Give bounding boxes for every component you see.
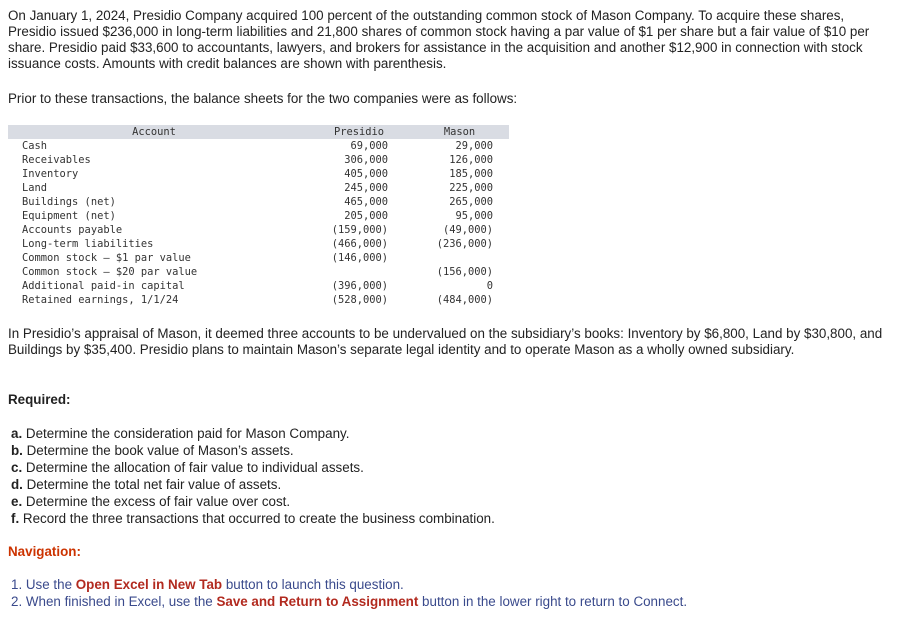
list-item <box>11 442 495 459</box>
mason-amount: 29,000 <box>455 140 493 152</box>
table-row <box>8 237 509 251</box>
navigation-heading: Navigation: <box>8 544 81 559</box>
table-row <box>8 279 509 293</box>
item-text: Determine the consideration paid for Mason Company. <box>25 426 350 441</box>
account-name: Receivables <box>22 154 91 166</box>
table-row <box>8 181 509 195</box>
table-row <box>8 167 509 181</box>
balance-sheet-table <box>8 125 509 307</box>
item-letter: d. <box>11 477 23 492</box>
account-name: Long-term liabilities <box>22 238 154 250</box>
list-item <box>11 576 687 593</box>
mason-amount: 0 <box>486 280 493 292</box>
open-excel-button-name: Open Excel in New Tab <box>75 577 223 592</box>
mason-amount: 265,000 <box>449 196 493 208</box>
save-return-button-name: Save and Return to Assignment <box>216 594 419 609</box>
presidio-amount: (146,000) <box>331 252 388 264</box>
account-name: Common stock – $1 par value <box>22 252 191 264</box>
presidio-amount: 405,000 <box>344 168 388 180</box>
table-row <box>8 195 509 209</box>
table-row <box>8 293 509 307</box>
account-name: Inventory <box>22 168 79 180</box>
mason-amount: 185,000 <box>449 168 493 180</box>
presidio-amount: (466,000) <box>331 238 388 250</box>
item-text: Determine the book value of Mason’s assets. <box>26 443 294 458</box>
item-letter: e. <box>11 494 23 509</box>
navigation-list <box>11 576 687 610</box>
table-row <box>8 265 509 279</box>
account-name: Land <box>22 182 48 194</box>
table-row <box>8 251 509 265</box>
list-item <box>11 459 495 476</box>
presidio-column-header: Presidio <box>312 125 406 139</box>
account-name: Equipment (net) <box>22 210 116 222</box>
nav-text-before: 1. Use the <box>11 577 76 592</box>
mason-amount: (49,000) <box>442 224 493 236</box>
nav-text-after: button to launch this question. <box>222 577 404 592</box>
item-letter: c. <box>11 460 23 475</box>
nav-text-after: button in the lower right to return to Connect. <box>418 594 688 609</box>
required-list <box>11 425 495 527</box>
presidio-amount: 69,000 <box>350 140 388 152</box>
nav-text-before: 2. When finished in Excel, use the <box>11 594 217 609</box>
required-heading: Required: <box>8 392 71 407</box>
table-row <box>8 209 509 223</box>
account-name: Accounts payable <box>22 224 123 236</box>
item-text: Determine the allocation of fair value to individual assets. <box>25 460 364 475</box>
account-name: Cash <box>22 140 48 152</box>
appraisal-paragraph: In Presidio’s appraisal of Mason, it deemed three accounts to be undervalued on the subsidiary’s books: Inventory by $6,800, Land by $30,800, and Buildings by $35,400. Presidio plans to maintain Mason’s separate legal identity and to operate Mason as a wholly owned subsidiary. <box>8 326 883 357</box>
account-name: Additional paid-in capital <box>22 280 185 292</box>
account-name: Retained earnings, 1/1/24 <box>22 294 179 306</box>
account-name: Buildings (net) <box>22 196 116 208</box>
mason-amount: (484,000) <box>436 294 493 306</box>
list-item <box>11 593 687 610</box>
item-letter: a. <box>11 426 23 441</box>
list-item <box>11 510 495 527</box>
item-text: Record the three transactions that occurred to create the business combination. <box>22 511 495 526</box>
list-item <box>11 476 495 493</box>
presidio-amount: (396,000) <box>331 280 388 292</box>
presidio-amount: 306,000 <box>344 154 388 166</box>
table-header-row <box>8 125 509 139</box>
intro-paragraph: On January 1, 2024, Presidio Company acquired 100 percent of the outstanding common stock of Mason Company. To acquire these shares, Presidio issued $236,000 in long-term liabilities and 21,800 shares of common stock having a par value of $1 per share but a fair value of $10 per share. Presidio paid $33,600 to accountants, lawyers, and brokers for assistance in the acquisition and another $12,900 in connection with stock issuance costs. Amounts with credit balances are shown with parenthesis. <box>8 8 870 71</box>
item-text: Determine the total net fair value of assets. <box>26 477 282 492</box>
presidio-amount: (159,000) <box>331 224 388 236</box>
mason-column-header: Mason <box>406 125 509 139</box>
item-letter: f. <box>11 511 20 526</box>
list-item <box>11 493 495 510</box>
presidio-amount: 205,000 <box>344 210 388 222</box>
list-item <box>11 425 495 442</box>
mason-amount: (156,000) <box>436 266 493 278</box>
item-text: Determine the excess of fair value over cost. <box>25 494 291 509</box>
item-letter: b. <box>11 443 23 458</box>
table-row <box>8 139 509 153</box>
table-row <box>8 223 509 237</box>
mason-amount: 95,000 <box>455 210 493 222</box>
mason-amount: 225,000 <box>449 182 493 194</box>
presidio-amount: (528,000) <box>331 294 388 306</box>
mason-amount: 126,000 <box>449 154 493 166</box>
table-row <box>8 153 509 167</box>
account-name: Common stock – $20 par value <box>22 266 198 278</box>
prior-balance-sheets-text: Prior to these transactions, the balance sheets for the two companies were as follows: <box>8 91 518 106</box>
presidio-amount: 465,000 <box>344 196 388 208</box>
account-column-header: Account <box>8 125 312 139</box>
presidio-amount: 245,000 <box>344 182 388 194</box>
mason-amount: (236,000) <box>436 238 493 250</box>
presidio-amount <box>312 265 406 279</box>
mason-amount <box>406 251 509 265</box>
